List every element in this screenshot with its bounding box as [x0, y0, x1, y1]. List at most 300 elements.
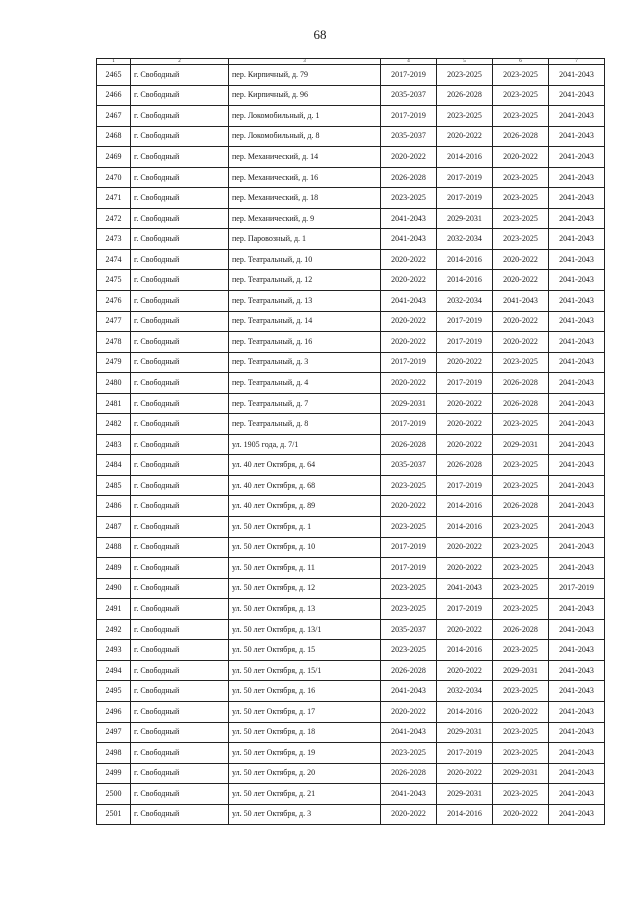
period-cell: 2029-2031: [437, 784, 493, 805]
city-cell: г. Свободный: [131, 434, 229, 455]
period-cell: 2017-2019: [437, 311, 493, 332]
address-cell: пер. Локомобильный, д. 1: [229, 106, 381, 127]
address-cell: пер. Театральный, д. 14: [229, 311, 381, 332]
table-row: [97, 106, 605, 127]
table-row: [97, 619, 605, 640]
period-cell: 2014-2016: [437, 496, 493, 517]
table-row: [97, 229, 605, 250]
row-number: 2476: [97, 291, 131, 312]
period-cell: 2041-2043: [493, 291, 549, 312]
city-cell: г. Свободный: [131, 517, 229, 538]
row-number: 2470: [97, 167, 131, 188]
city-cell: г. Свободный: [131, 455, 229, 476]
period-cell: 2020-2022: [437, 660, 493, 681]
period-cell: 2023-2025: [493, 455, 549, 476]
address-cell: ул. 50 лет Октября, д. 13/1: [229, 619, 381, 640]
period-cell: 2029-2031: [493, 763, 549, 784]
period-cell: 2020-2022: [381, 249, 437, 270]
city-cell: г. Свободный: [131, 188, 229, 209]
period-cell: 2041-2043: [549, 537, 605, 558]
period-cell: 2023-2025: [493, 65, 549, 86]
period-cell: 2017-2019: [381, 65, 437, 86]
row-number: 2465: [97, 65, 131, 86]
period-cell: 2041-2043: [381, 681, 437, 702]
period-cell: 2026-2028: [381, 763, 437, 784]
period-cell: 2026-2028: [493, 496, 549, 517]
period-cell: 2020-2022: [437, 763, 493, 784]
address-cell: пер. Механический, д. 16: [229, 167, 381, 188]
row-number: 2493: [97, 640, 131, 661]
period-cell: 2032-2034: [437, 681, 493, 702]
address-cell: ул. 50 лет Октября, д. 13: [229, 599, 381, 620]
address-cell: пер. Паровозный, д. 1: [229, 229, 381, 250]
row-number: 2473: [97, 229, 131, 250]
period-cell: 2020-2022: [493, 804, 549, 825]
address-cell: ул. 40 лет Октября, д. 89: [229, 496, 381, 517]
table-row: [97, 578, 605, 599]
table-row: [97, 147, 605, 168]
period-cell: 2041-2043: [549, 311, 605, 332]
period-cell: 2023-2025: [381, 578, 437, 599]
period-cell: 2041-2043: [549, 434, 605, 455]
period-cell: 2017-2019: [381, 106, 437, 127]
page-number: 68: [313, 27, 327, 42]
row-number: 2484: [97, 455, 131, 476]
row-number: 2480: [97, 373, 131, 394]
column-number: 4: [381, 59, 437, 65]
city-cell: г. Свободный: [131, 763, 229, 784]
table-row: [97, 517, 605, 538]
row-number: 2472: [97, 208, 131, 229]
period-cell: 2017-2019: [437, 599, 493, 620]
period-cell: 2023-2025: [381, 188, 437, 209]
period-cell: 2035-2037: [381, 455, 437, 476]
address-cell: ул. 50 лет Октября, д. 15/1: [229, 660, 381, 681]
period-cell: 2014-2016: [437, 701, 493, 722]
period-cell: 2014-2016: [437, 147, 493, 168]
column-number: 3: [229, 59, 381, 65]
period-cell: 2041-2043: [549, 65, 605, 86]
period-cell: 2017-2019: [437, 475, 493, 496]
city-cell: г. Свободный: [131, 537, 229, 558]
period-cell: 2020-2022: [493, 332, 549, 353]
city-cell: г. Свободный: [131, 229, 229, 250]
period-cell: 2020-2022: [381, 373, 437, 394]
column-number: 5: [437, 59, 493, 65]
table-row: [97, 249, 605, 270]
row-number: 2466: [97, 85, 131, 106]
city-cell: г. Свободный: [131, 126, 229, 147]
period-cell: 2014-2016: [437, 249, 493, 270]
period-cell: 2041-2043: [549, 517, 605, 538]
table-row: [97, 722, 605, 743]
period-cell: 2026-2028: [437, 455, 493, 476]
period-cell: 2020-2022: [493, 701, 549, 722]
city-cell: г. Свободный: [131, 249, 229, 270]
city-cell: г. Свободный: [131, 496, 229, 517]
period-cell: 2041-2043: [381, 229, 437, 250]
table-row: [97, 332, 605, 353]
row-number: 2496: [97, 701, 131, 722]
address-cell: пер. Театральный, д. 10: [229, 249, 381, 270]
table-row: [97, 270, 605, 291]
column-number: 6: [493, 59, 549, 65]
period-cell: 2035-2037: [381, 126, 437, 147]
period-cell: 2041-2043: [549, 188, 605, 209]
row-number: 2494: [97, 660, 131, 681]
period-cell: 2041-2043: [549, 85, 605, 106]
period-cell: 2023-2025: [381, 640, 437, 661]
period-cell: 2026-2028: [493, 619, 549, 640]
period-cell: 2032-2034: [437, 229, 493, 250]
period-cell: 2041-2043: [549, 681, 605, 702]
period-cell: 2020-2022: [437, 393, 493, 414]
period-cell: 2026-2028: [381, 167, 437, 188]
row-number: 2491: [97, 599, 131, 620]
period-cell: 2041-2043: [549, 640, 605, 661]
address-cell: ул. 50 лет Октября, д. 15: [229, 640, 381, 661]
period-cell: 2020-2022: [493, 147, 549, 168]
table-row: [97, 743, 605, 764]
row-number: 2497: [97, 722, 131, 743]
address-cell: ул. 50 лет Октября, д. 3: [229, 804, 381, 825]
city-cell: г. Свободный: [131, 784, 229, 805]
period-cell: 2020-2022: [437, 414, 493, 435]
address-cell: ул. 40 лет Октября, д. 68: [229, 475, 381, 496]
city-cell: г. Свободный: [131, 311, 229, 332]
period-cell: 2041-2043: [549, 475, 605, 496]
city-cell: г. Свободный: [131, 599, 229, 620]
period-cell: 2026-2028: [493, 126, 549, 147]
table-row: [97, 373, 605, 394]
row-number: 2488: [97, 537, 131, 558]
row-number: 2475: [97, 270, 131, 291]
period-cell: 2041-2043: [549, 167, 605, 188]
row-number: 2467: [97, 106, 131, 127]
period-cell: 2020-2022: [493, 311, 549, 332]
address-cell: пер. Театральный, д. 8: [229, 414, 381, 435]
period-cell: 2041-2043: [549, 722, 605, 743]
period-cell: 2041-2043: [549, 332, 605, 353]
row-number: 2483: [97, 434, 131, 455]
city-cell: г. Свободный: [131, 475, 229, 496]
row-number: 2482: [97, 414, 131, 435]
table-row: [97, 434, 605, 455]
address-cell: пер. Театральный, д. 12: [229, 270, 381, 291]
row-number: 2469: [97, 147, 131, 168]
period-cell: 2023-2025: [493, 743, 549, 764]
period-cell: 2020-2022: [437, 352, 493, 373]
period-cell: 2023-2025: [493, 208, 549, 229]
period-cell: 2017-2019: [437, 167, 493, 188]
period-cell: 2026-2028: [437, 85, 493, 106]
city-cell: г. Свободный: [131, 208, 229, 229]
table-row: [97, 660, 605, 681]
period-cell: 2041-2043: [549, 414, 605, 435]
period-cell: 2020-2022: [381, 496, 437, 517]
table-row: [97, 496, 605, 517]
table-row: [97, 85, 605, 106]
city-cell: г. Свободный: [131, 65, 229, 86]
city-cell: г. Свободный: [131, 291, 229, 312]
period-cell: 2023-2025: [493, 352, 549, 373]
city-cell: г. Свободный: [131, 743, 229, 764]
address-cell: ул. 50 лет Октября, д. 17: [229, 701, 381, 722]
row-number: 2499: [97, 763, 131, 784]
period-cell: 2041-2043: [437, 578, 493, 599]
period-cell: 2020-2022: [381, 701, 437, 722]
city-cell: г. Свободный: [131, 578, 229, 599]
table-row: [97, 65, 605, 86]
city-cell: г. Свободный: [131, 373, 229, 394]
address-cell: ул. 50 лет Октября, д. 20: [229, 763, 381, 784]
period-cell: 2026-2028: [381, 660, 437, 681]
column-number: 2: [131, 59, 229, 65]
period-cell: 2041-2043: [549, 249, 605, 270]
table-row: [97, 475, 605, 496]
row-number: 2481: [97, 393, 131, 414]
period-cell: 2023-2025: [493, 475, 549, 496]
period-cell: 2023-2025: [493, 229, 549, 250]
period-cell: 2020-2022: [381, 311, 437, 332]
period-cell: 2023-2025: [493, 640, 549, 661]
row-number: 2500: [97, 784, 131, 805]
period-cell: 2029-2031: [493, 660, 549, 681]
table-row: [97, 784, 605, 805]
period-cell: 2023-2025: [493, 537, 549, 558]
address-cell: ул. 50 лет Октября, д. 10: [229, 537, 381, 558]
period-cell: 2020-2022: [437, 537, 493, 558]
period-cell: 2017-2019: [381, 352, 437, 373]
city-cell: г. Свободный: [131, 558, 229, 579]
period-cell: 2032-2034: [437, 291, 493, 312]
period-cell: 2020-2022: [493, 249, 549, 270]
row-number: 2501: [97, 804, 131, 825]
period-cell: 2017-2019: [437, 188, 493, 209]
city-cell: г. Свободный: [131, 167, 229, 188]
table-row: [97, 558, 605, 579]
period-cell: 2020-2022: [381, 270, 437, 291]
period-cell: 2041-2043: [549, 352, 605, 373]
period-cell: 2029-2031: [437, 722, 493, 743]
period-cell: 2020-2022: [437, 126, 493, 147]
period-cell: 2023-2025: [493, 578, 549, 599]
address-cell: пер. Кирпичный, д. 96: [229, 85, 381, 106]
row-number: 2489: [97, 558, 131, 579]
row-number: 2495: [97, 681, 131, 702]
table-row: [97, 455, 605, 476]
city-cell: г. Свободный: [131, 393, 229, 414]
column-number: 7: [549, 59, 605, 65]
period-cell: 2029-2031: [437, 208, 493, 229]
period-cell: 2041-2043: [381, 722, 437, 743]
period-cell: 2041-2043: [381, 784, 437, 805]
period-cell: 2041-2043: [549, 558, 605, 579]
address-cell: пер. Театральный, д. 7: [229, 393, 381, 414]
table-row: [97, 763, 605, 784]
city-cell: г. Свободный: [131, 722, 229, 743]
address-cell: пер. Механический, д. 14: [229, 147, 381, 168]
address-cell: пер. Кирпичный, д. 79: [229, 65, 381, 86]
row-number: 2492: [97, 619, 131, 640]
period-cell: 2023-2025: [493, 599, 549, 620]
city-cell: г. Свободный: [131, 681, 229, 702]
address-cell: ул. 50 лет Октября, д. 11: [229, 558, 381, 579]
period-cell: 2023-2025: [493, 784, 549, 805]
period-cell: 2041-2043: [549, 126, 605, 147]
row-number: 2478: [97, 332, 131, 353]
period-cell: 2041-2043: [549, 147, 605, 168]
city-cell: г. Свободный: [131, 352, 229, 373]
table-row: [97, 701, 605, 722]
city-cell: г. Свободный: [131, 414, 229, 435]
period-cell: 2041-2043: [549, 804, 605, 825]
address-cell: пер. Театральный, д. 16: [229, 332, 381, 353]
period-cell: 2014-2016: [437, 640, 493, 661]
address-cell: ул. 50 лет Октября, д. 18: [229, 722, 381, 743]
period-cell: 2014-2016: [437, 270, 493, 291]
period-cell: 2020-2022: [381, 804, 437, 825]
period-cell: 2023-2025: [381, 475, 437, 496]
period-cell: 2023-2025: [493, 517, 549, 538]
period-cell: 2029-2031: [381, 393, 437, 414]
period-cell: 2023-2025: [493, 188, 549, 209]
period-cell: 2017-2019: [437, 332, 493, 353]
city-cell: г. Свободный: [131, 85, 229, 106]
table-row: [97, 537, 605, 558]
period-cell: 2020-2022: [493, 270, 549, 291]
period-cell: 2041-2043: [549, 455, 605, 476]
period-cell: 2023-2025: [493, 722, 549, 743]
period-cell: 2041-2043: [549, 763, 605, 784]
period-cell: 2017-2019: [549, 578, 605, 599]
address-cell: пер. Механический, д. 9: [229, 208, 381, 229]
period-cell: 2041-2043: [549, 496, 605, 517]
period-cell: 2041-2043: [549, 106, 605, 127]
period-cell: 2014-2016: [437, 517, 493, 538]
address-cell: ул. 40 лет Октября, д. 64: [229, 455, 381, 476]
address-cell: ул. 50 лет Октября, д. 19: [229, 743, 381, 764]
period-cell: 2041-2043: [381, 291, 437, 312]
column-number: 1: [97, 59, 131, 65]
city-cell: г. Свободный: [131, 147, 229, 168]
period-cell: 2017-2019: [381, 537, 437, 558]
address-cell: пер. Локомобильный, д. 8: [229, 126, 381, 147]
row-number: 2471: [97, 188, 131, 209]
period-cell: 2041-2043: [549, 619, 605, 640]
period-cell: 2023-2025: [493, 85, 549, 106]
period-cell: 2041-2043: [381, 208, 437, 229]
period-cell: 2023-2025: [493, 106, 549, 127]
period-cell: 2017-2019: [437, 743, 493, 764]
row-number: 2485: [97, 475, 131, 496]
table-row: [97, 188, 605, 209]
period-cell: 2026-2028: [493, 393, 549, 414]
row-number: 2486: [97, 496, 131, 517]
period-cell: 2023-2025: [493, 414, 549, 435]
address-cell: пер. Механический, д. 18: [229, 188, 381, 209]
table-row: [97, 167, 605, 188]
period-cell: 2041-2043: [549, 208, 605, 229]
table-row: [97, 640, 605, 661]
city-cell: г. Свободный: [131, 701, 229, 722]
period-cell: 2026-2028: [493, 373, 549, 394]
city-cell: г. Свободный: [131, 332, 229, 353]
period-cell: 2035-2037: [381, 85, 437, 106]
period-cell: 2020-2022: [437, 558, 493, 579]
address-cell: ул. 50 лет Октября, д. 1: [229, 517, 381, 538]
period-cell: 2041-2043: [549, 701, 605, 722]
table-row: [97, 599, 605, 620]
city-cell: г. Свободный: [131, 270, 229, 291]
period-cell: 2041-2043: [549, 599, 605, 620]
table-row: [97, 352, 605, 373]
period-cell: 2023-2025: [381, 743, 437, 764]
table-row: [97, 208, 605, 229]
period-cell: 2023-2025: [493, 558, 549, 579]
period-cell: 2023-2025: [381, 599, 437, 620]
period-cell: 2017-2019: [381, 414, 437, 435]
period-cell: 2041-2043: [549, 291, 605, 312]
housing-registry-table: [96, 58, 605, 825]
period-cell: 2023-2025: [437, 65, 493, 86]
row-number: 2477: [97, 311, 131, 332]
row-number: 2490: [97, 578, 131, 599]
city-cell: г. Свободный: [131, 106, 229, 127]
city-cell: г. Свободный: [131, 619, 229, 640]
table-row: [97, 414, 605, 435]
table-row: [97, 291, 605, 312]
table-row: [97, 393, 605, 414]
period-cell: 2020-2022: [437, 619, 493, 640]
city-cell: г. Свободный: [131, 640, 229, 661]
address-cell: пер. Театральный, д. 13: [229, 291, 381, 312]
address-cell: пер. Театральный, д. 4: [229, 373, 381, 394]
period-cell: 2041-2043: [549, 393, 605, 414]
address-cell: ул. 50 лет Октября, д. 16: [229, 681, 381, 702]
period-cell: 2023-2025: [493, 681, 549, 702]
row-number: 2479: [97, 352, 131, 373]
row-number: 2474: [97, 249, 131, 270]
address-cell: ул. 50 лет Октября, д. 21: [229, 784, 381, 805]
table-row: [97, 126, 605, 147]
period-cell: 2023-2025: [437, 106, 493, 127]
period-cell: 2041-2043: [549, 270, 605, 291]
period-cell: 2041-2043: [549, 229, 605, 250]
address-cell: ул. 1905 года, д. 7/1: [229, 434, 381, 455]
period-cell: 2020-2022: [381, 147, 437, 168]
period-cell: 2041-2043: [549, 743, 605, 764]
period-cell: 2041-2043: [549, 784, 605, 805]
period-cell: 2035-2037: [381, 619, 437, 640]
period-cell: 2023-2025: [493, 167, 549, 188]
period-cell: 2041-2043: [549, 660, 605, 681]
period-cell: 2014-2016: [437, 804, 493, 825]
table-row: [97, 804, 605, 825]
table-row: [97, 311, 605, 332]
period-cell: 2017-2019: [437, 373, 493, 394]
period-cell: 2026-2028: [381, 434, 437, 455]
row-number: 2498: [97, 743, 131, 764]
period-cell: 2023-2025: [381, 517, 437, 538]
row-number: 2487: [97, 517, 131, 538]
period-cell: 2020-2022: [381, 332, 437, 353]
address-cell: пер. Театральный, д. 3: [229, 352, 381, 373]
address-cell: ул. 50 лет Октября, д. 12: [229, 578, 381, 599]
period-cell: 2041-2043: [549, 373, 605, 394]
row-number: 2468: [97, 126, 131, 147]
table-row: [97, 681, 605, 702]
